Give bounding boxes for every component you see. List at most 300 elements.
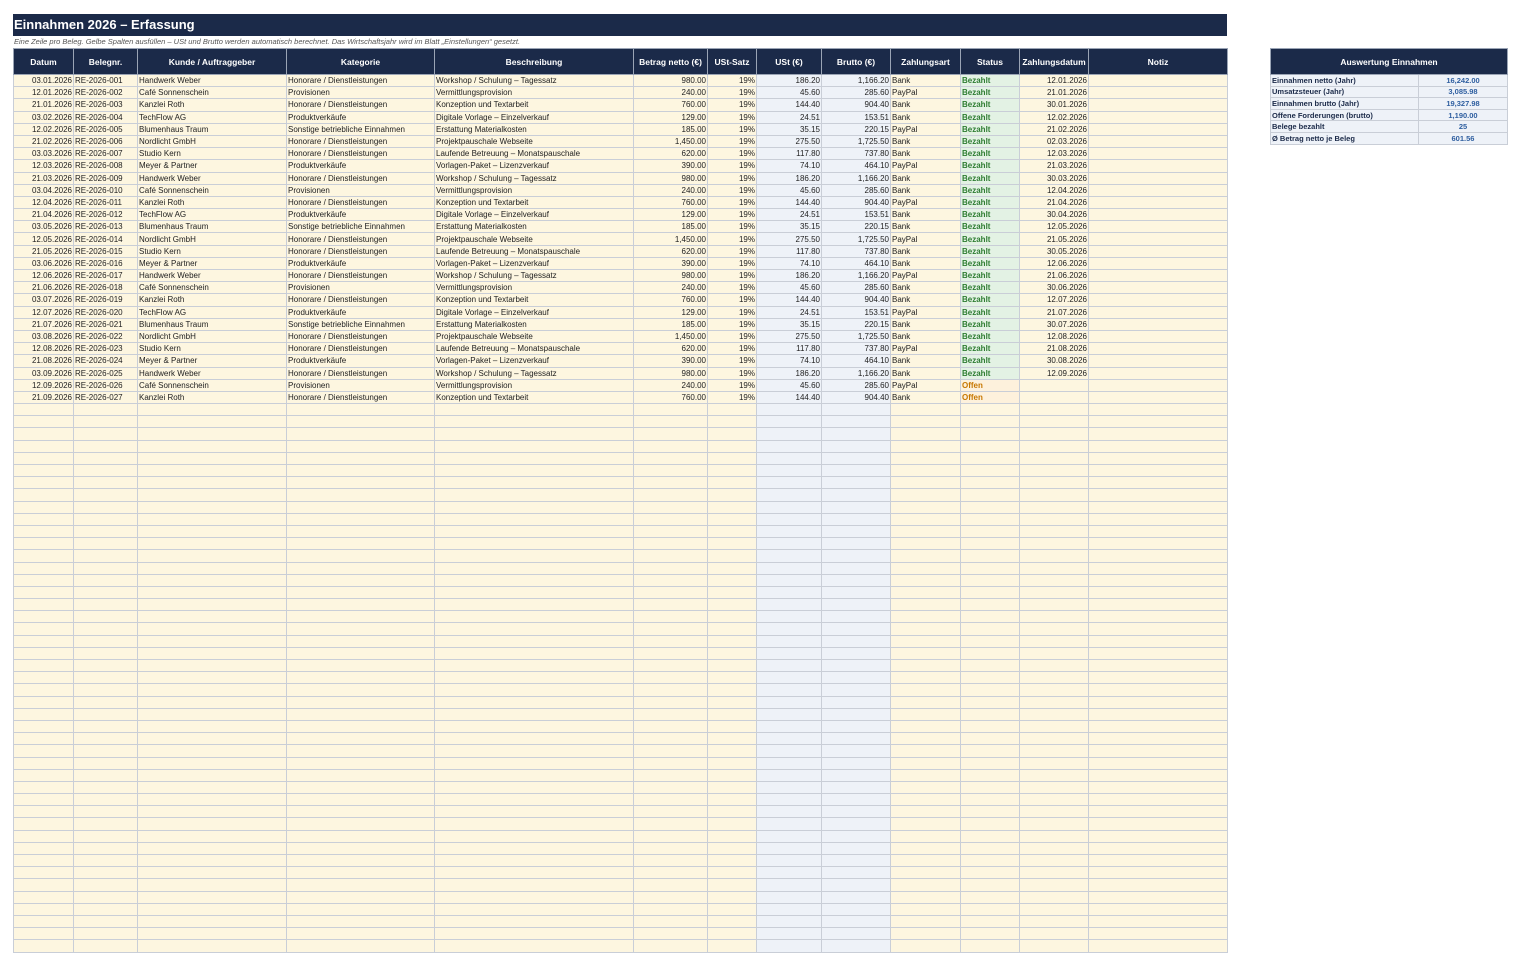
table-cell[interactable]	[287, 501, 435, 513]
table-cell[interactable]	[757, 940, 822, 952]
table-cell[interactable]	[138, 416, 287, 428]
table-cell[interactable]	[287, 574, 435, 586]
table-cell[interactable]	[708, 903, 757, 915]
table-cell[interactable]: 1,725.50	[822, 233, 891, 245]
table-cell[interactable]	[14, 416, 74, 428]
table-cell[interactable]	[138, 696, 287, 708]
table-cell[interactable]	[891, 794, 961, 806]
table-cell[interactable]: PayPal	[891, 306, 961, 318]
table-cell[interactable]: 03.02.2026	[14, 111, 74, 123]
table-cell[interactable]	[757, 586, 822, 598]
table-cell[interactable]	[74, 733, 138, 745]
table-cell[interactable]: RE-2026-012	[74, 209, 138, 221]
table-cell[interactable]	[138, 635, 287, 647]
table-cell[interactable]	[822, 855, 891, 867]
table-cell[interactable]	[757, 696, 822, 708]
table-cell[interactable]: 35.15	[757, 318, 822, 330]
table-cell[interactable]	[14, 745, 74, 757]
table-cell[interactable]	[1020, 635, 1089, 647]
table-cell[interactable]	[287, 452, 435, 464]
table-cell[interactable]: Kanzlei Roth	[138, 99, 287, 111]
table-cell[interactable]: Produktverkäufe	[287, 160, 435, 172]
table-cell[interactable]	[891, 550, 961, 562]
table-cell[interactable]: Bank	[891, 184, 961, 196]
table-cell[interactable]: Bezahlt	[961, 99, 1020, 111]
table-cell[interactable]	[634, 903, 708, 915]
table-cell[interactable]	[1089, 282, 1228, 294]
table-cell[interactable]: Sonstige betriebliche Einnahmen	[287, 123, 435, 135]
table-cell[interactable]: 129.00	[634, 306, 708, 318]
table-cell[interactable]: Bank	[891, 257, 961, 269]
table-cell[interactable]	[14, 672, 74, 684]
table-cell[interactable]	[757, 818, 822, 830]
table-cell[interactable]	[891, 915, 961, 927]
table-cell[interactable]	[74, 623, 138, 635]
table-cell[interactable]: Laufende Betreuung – Monatspauschale	[435, 343, 634, 355]
table-cell[interactable]	[138, 830, 287, 842]
table-cell[interactable]	[1020, 915, 1089, 927]
table-cell[interactable]	[708, 867, 757, 879]
table-cell[interactable]	[1089, 855, 1228, 867]
table-cell[interactable]: Bank	[891, 209, 961, 221]
table-cell[interactable]	[1020, 806, 1089, 818]
table-cell[interactable]: 737.80	[822, 245, 891, 257]
table-cell[interactable]	[1020, 757, 1089, 769]
table-cell[interactable]	[757, 599, 822, 611]
column-header[interactable]: USt-Satz	[708, 49, 757, 75]
table-cell[interactable]	[1089, 586, 1228, 598]
table-cell[interactable]: Bezahlt	[961, 160, 1020, 172]
table-cell[interactable]	[757, 794, 822, 806]
table-cell[interactable]: 24.51	[757, 306, 822, 318]
table-cell[interactable]: 1,166.20	[822, 172, 891, 184]
table-cell[interactable]: 12.06.2026	[14, 270, 74, 282]
table-cell[interactable]	[287, 891, 435, 903]
table-cell[interactable]: Vermittlungsprovision	[435, 87, 634, 99]
table-cell[interactable]	[634, 684, 708, 696]
table-cell[interactable]: PayPal	[891, 123, 961, 135]
table-cell[interactable]	[435, 477, 634, 489]
column-header[interactable]: Belegnr.	[74, 49, 138, 75]
table-cell[interactable]: 19%	[708, 306, 757, 318]
table-cell[interactable]	[1020, 562, 1089, 574]
table-cell[interactable]	[287, 708, 435, 720]
table-cell[interactable]	[1089, 330, 1228, 342]
table-cell[interactable]	[1089, 489, 1228, 501]
table-cell[interactable]: Konzeption und Textarbeit	[435, 99, 634, 111]
table-cell[interactable]	[287, 830, 435, 842]
table-cell[interactable]: 19%	[708, 367, 757, 379]
table-cell[interactable]	[138, 611, 287, 623]
table-cell[interactable]	[138, 915, 287, 927]
table-cell[interactable]	[74, 781, 138, 793]
table-cell[interactable]	[138, 562, 287, 574]
table-cell[interactable]: RE-2026-017	[74, 270, 138, 282]
table-cell[interactable]	[435, 623, 634, 635]
table-cell[interactable]	[822, 538, 891, 550]
table-cell[interactable]: Bank	[891, 221, 961, 233]
table-cell[interactable]	[757, 428, 822, 440]
table-cell[interactable]	[435, 550, 634, 562]
table-cell[interactable]	[74, 611, 138, 623]
table-cell[interactable]	[634, 550, 708, 562]
table-cell[interactable]: 19%	[708, 135, 757, 147]
table-cell[interactable]	[74, 769, 138, 781]
table-cell[interactable]: 19%	[708, 330, 757, 342]
table-cell[interactable]	[1089, 391, 1228, 403]
table-cell[interactable]	[287, 928, 435, 940]
table-cell[interactable]	[287, 550, 435, 562]
table-cell[interactable]	[14, 940, 74, 952]
table-cell[interactable]: Bank	[891, 135, 961, 147]
table-cell[interactable]	[708, 538, 757, 550]
table-cell[interactable]	[1020, 720, 1089, 732]
table-cell[interactable]	[287, 660, 435, 672]
table-cell[interactable]: 74.10	[757, 355, 822, 367]
table-cell[interactable]	[634, 599, 708, 611]
table-cell[interactable]	[138, 452, 287, 464]
table-cell[interactable]: 30.08.2026	[1020, 355, 1089, 367]
table-cell[interactable]: Bezahlt	[961, 111, 1020, 123]
table-cell[interactable]	[1020, 647, 1089, 659]
table-cell[interactable]: 03.08.2026	[14, 330, 74, 342]
table-cell[interactable]: Laufende Betreuung – Monatspauschale	[435, 148, 634, 160]
table-cell[interactable]	[822, 928, 891, 940]
table-cell[interactable]: Handwerk Weber	[138, 172, 287, 184]
table-cell[interactable]	[74, 708, 138, 720]
table-cell[interactable]: 144.40	[757, 196, 822, 208]
table-cell[interactable]	[634, 562, 708, 574]
table-cell[interactable]	[138, 672, 287, 684]
table-cell[interactable]: RE-2026-009	[74, 172, 138, 184]
table-cell[interactable]: RE-2026-007	[74, 148, 138, 160]
table-cell[interactable]	[822, 428, 891, 440]
table-cell[interactable]: Nordlicht GmbH	[138, 135, 287, 147]
table-cell[interactable]: Digitale Vorlage – Einzelverkauf	[435, 209, 634, 221]
table-cell[interactable]: RE-2026-015	[74, 245, 138, 257]
table-cell[interactable]: Digitale Vorlage – Einzelverkauf	[435, 306, 634, 318]
table-cell[interactable]	[287, 915, 435, 927]
table-cell[interactable]	[14, 440, 74, 452]
table-cell[interactable]	[287, 672, 435, 684]
table-cell[interactable]	[708, 623, 757, 635]
table-cell[interactable]	[634, 660, 708, 672]
table-cell[interactable]: Vermittlungsprovision	[435, 282, 634, 294]
table-cell[interactable]	[14, 696, 74, 708]
table-cell[interactable]	[961, 416, 1020, 428]
table-cell[interactable]	[435, 818, 634, 830]
table-cell[interactable]	[961, 940, 1020, 952]
table-cell[interactable]	[138, 574, 287, 586]
table-cell[interactable]	[961, 781, 1020, 793]
table-cell[interactable]	[961, 903, 1020, 915]
table-cell[interactable]	[74, 672, 138, 684]
table-cell[interactable]: Bank	[891, 355, 961, 367]
table-cell[interactable]	[961, 623, 1020, 635]
table-cell[interactable]	[74, 867, 138, 879]
table-cell[interactable]	[1089, 672, 1228, 684]
table-cell[interactable]	[1020, 379, 1089, 391]
table-cell[interactable]: Bank	[891, 391, 961, 403]
table-cell[interactable]: 1,725.50	[822, 135, 891, 147]
table-cell[interactable]	[708, 830, 757, 842]
table-cell[interactable]: Workshop / Schulung – Tagessatz	[435, 75, 634, 87]
table-cell[interactable]	[74, 635, 138, 647]
table-cell[interactable]	[891, 806, 961, 818]
table-cell[interactable]: Bank	[891, 367, 961, 379]
table-cell[interactable]	[14, 915, 74, 927]
table-cell[interactable]: 30.04.2026	[1020, 209, 1089, 221]
table-cell[interactable]	[1089, 623, 1228, 635]
table-cell[interactable]: 45.60	[757, 379, 822, 391]
table-cell[interactable]	[74, 440, 138, 452]
table-cell[interactable]	[757, 891, 822, 903]
table-cell[interactable]	[634, 745, 708, 757]
table-cell[interactable]	[287, 757, 435, 769]
table-cell[interactable]	[822, 416, 891, 428]
table-cell[interactable]	[1089, 660, 1228, 672]
table-cell[interactable]	[1089, 148, 1228, 160]
table-cell[interactable]: RE-2026-013	[74, 221, 138, 233]
table-cell[interactable]: Bank	[891, 330, 961, 342]
table-cell[interactable]: 1,450.00	[634, 135, 708, 147]
table-cell[interactable]	[634, 513, 708, 525]
table-cell[interactable]	[1020, 867, 1089, 879]
table-cell[interactable]	[435, 708, 634, 720]
table-cell[interactable]: 1,450.00	[634, 330, 708, 342]
table-cell[interactable]	[891, 428, 961, 440]
table-cell[interactable]	[138, 404, 287, 416]
table-cell[interactable]	[1020, 391, 1089, 403]
table-cell[interactable]: 275.50	[757, 135, 822, 147]
table-cell[interactable]	[14, 842, 74, 854]
table-cell[interactable]: 185.00	[634, 318, 708, 330]
table-cell[interactable]	[961, 574, 1020, 586]
table-cell[interactable]	[1089, 940, 1228, 952]
table-cell[interactable]	[138, 855, 287, 867]
table-cell[interactable]: 285.60	[822, 282, 891, 294]
table-cell[interactable]	[961, 428, 1020, 440]
table-cell[interactable]	[822, 903, 891, 915]
table-cell[interactable]	[1089, 915, 1228, 927]
table-cell[interactable]	[708, 696, 757, 708]
table-cell[interactable]	[74, 428, 138, 440]
table-cell[interactable]	[435, 586, 634, 598]
table-cell[interactable]: 03.03.2026	[14, 148, 74, 160]
table-cell[interactable]	[961, 794, 1020, 806]
column-header[interactable]: Betrag netto (€)	[634, 49, 708, 75]
table-cell[interactable]	[961, 404, 1020, 416]
table-cell[interactable]: 19%	[708, 160, 757, 172]
table-cell[interactable]	[14, 635, 74, 647]
table-cell[interactable]: RE-2026-024	[74, 355, 138, 367]
table-cell[interactable]	[435, 781, 634, 793]
table-cell[interactable]	[435, 538, 634, 550]
table-cell[interactable]: PayPal	[891, 270, 961, 282]
table-cell[interactable]: Bezahlt	[961, 343, 1020, 355]
table-cell[interactable]	[74, 501, 138, 513]
table-cell[interactable]	[138, 757, 287, 769]
table-cell[interactable]	[138, 903, 287, 915]
table-cell[interactable]: RE-2026-026	[74, 379, 138, 391]
table-cell[interactable]	[74, 891, 138, 903]
table-cell[interactable]: 464.10	[822, 355, 891, 367]
table-cell[interactable]: Bank	[891, 245, 961, 257]
table-cell[interactable]	[891, 440, 961, 452]
table-cell[interactable]	[1089, 745, 1228, 757]
table-cell[interactable]	[1089, 842, 1228, 854]
table-cell[interactable]	[1089, 209, 1228, 221]
table-cell[interactable]: Handwerk Weber	[138, 367, 287, 379]
table-cell[interactable]: 12.03.2026	[1020, 148, 1089, 160]
table-cell[interactable]: 35.15	[757, 123, 822, 135]
table-cell[interactable]: 12.03.2026	[14, 160, 74, 172]
table-cell[interactable]	[757, 452, 822, 464]
table-cell[interactable]: 21.06.2026	[1020, 270, 1089, 282]
table-cell[interactable]	[634, 733, 708, 745]
table-cell[interactable]: RE-2026-010	[74, 184, 138, 196]
table-cell[interactable]: 760.00	[634, 391, 708, 403]
table-cell[interactable]	[435, 574, 634, 586]
table-cell[interactable]	[1089, 928, 1228, 940]
table-cell[interactable]	[891, 562, 961, 574]
table-cell[interactable]	[891, 672, 961, 684]
table-cell[interactable]	[961, 757, 1020, 769]
table-cell[interactable]	[1089, 599, 1228, 611]
column-header[interactable]: Notiz	[1089, 49, 1228, 75]
table-cell[interactable]	[435, 416, 634, 428]
column-header[interactable]: Status	[961, 49, 1020, 75]
table-cell[interactable]	[757, 562, 822, 574]
table-cell[interactable]	[757, 733, 822, 745]
table-cell[interactable]: Workshop / Schulung – Tagessatz	[435, 367, 634, 379]
table-cell[interactable]	[822, 696, 891, 708]
table-cell[interactable]	[822, 623, 891, 635]
table-cell[interactable]: PayPal	[891, 233, 961, 245]
table-cell[interactable]: 186.20	[757, 270, 822, 282]
table-cell[interactable]	[1020, 440, 1089, 452]
table-cell[interactable]: Projektpauschale Webseite	[435, 135, 634, 147]
summary-value[interactable]: 3,085.98	[1419, 86, 1508, 98]
table-cell[interactable]	[1089, 794, 1228, 806]
table-cell[interactable]: Bezahlt	[961, 318, 1020, 330]
table-cell[interactable]: 19%	[708, 123, 757, 135]
table-cell[interactable]	[138, 465, 287, 477]
table-cell[interactable]	[757, 684, 822, 696]
table-cell[interactable]	[1020, 538, 1089, 550]
table-cell[interactable]: Bezahlt	[961, 367, 1020, 379]
table-cell[interactable]	[138, 940, 287, 952]
table-cell[interactable]: Honorare / Dienstleistungen	[287, 245, 435, 257]
table-cell[interactable]	[435, 489, 634, 501]
table-cell[interactable]: 74.10	[757, 160, 822, 172]
table-cell[interactable]	[1089, 879, 1228, 891]
table-cell[interactable]: 275.50	[757, 330, 822, 342]
table-cell[interactable]	[138, 708, 287, 720]
table-cell[interactable]	[1089, 538, 1228, 550]
table-cell[interactable]: RE-2026-014	[74, 233, 138, 245]
table-cell[interactable]	[287, 489, 435, 501]
table-cell[interactable]	[634, 818, 708, 830]
table-cell[interactable]	[287, 769, 435, 781]
table-cell[interactable]	[822, 452, 891, 464]
table-cell[interactable]	[138, 586, 287, 598]
table-cell[interactable]	[14, 647, 74, 659]
table-cell[interactable]	[757, 489, 822, 501]
table-cell[interactable]	[891, 525, 961, 537]
table-cell[interactable]: Bezahlt	[961, 184, 1020, 196]
table-cell[interactable]	[708, 660, 757, 672]
table-cell[interactable]	[634, 806, 708, 818]
table-cell[interactable]	[14, 708, 74, 720]
table-cell[interactable]	[708, 574, 757, 586]
table-cell[interactable]: 19%	[708, 282, 757, 294]
table-cell[interactable]: TechFlow AG	[138, 209, 287, 221]
table-cell[interactable]	[708, 501, 757, 513]
table-cell[interactable]	[287, 867, 435, 879]
table-cell[interactable]: 21.05.2026	[1020, 233, 1089, 245]
table-cell[interactable]: 144.40	[757, 294, 822, 306]
table-cell[interactable]: 240.00	[634, 87, 708, 99]
table-cell[interactable]: 285.60	[822, 184, 891, 196]
table-cell[interactable]: 620.00	[634, 343, 708, 355]
table-cell[interactable]: 19%	[708, 172, 757, 184]
table-cell[interactable]	[138, 599, 287, 611]
table-cell[interactable]: Honorare / Dienstleistungen	[287, 135, 435, 147]
table-cell[interactable]	[822, 769, 891, 781]
table-cell[interactable]: 285.60	[822, 379, 891, 391]
table-cell[interactable]: 12.01.2026	[14, 87, 74, 99]
table-cell[interactable]	[287, 477, 435, 489]
table-cell[interactable]	[287, 733, 435, 745]
table-cell[interactable]	[757, 830, 822, 842]
table-cell[interactable]: 1,166.20	[822, 75, 891, 87]
table-cell[interactable]	[287, 696, 435, 708]
table-cell[interactable]	[961, 513, 1020, 525]
table-cell[interactable]: 620.00	[634, 245, 708, 257]
table-cell[interactable]: Laufende Betreuung – Monatspauschale	[435, 245, 634, 257]
table-cell[interactable]	[435, 842, 634, 854]
summary-value[interactable]: 1,190.00	[1419, 109, 1508, 121]
table-cell[interactable]	[708, 842, 757, 854]
table-cell[interactable]: Bank	[891, 99, 961, 111]
table-cell[interactable]	[634, 794, 708, 806]
table-cell[interactable]	[1089, 477, 1228, 489]
table-cell[interactable]	[435, 513, 634, 525]
table-cell[interactable]: Handwerk Weber	[138, 75, 287, 87]
table-cell[interactable]	[138, 818, 287, 830]
table-cell[interactable]	[74, 745, 138, 757]
table-cell[interactable]	[1020, 891, 1089, 903]
table-cell[interactable]	[757, 672, 822, 684]
table-cell[interactable]	[757, 477, 822, 489]
table-cell[interactable]	[14, 465, 74, 477]
table-cell[interactable]: Sonstige betriebliche Einnahmen	[287, 221, 435, 233]
table-cell[interactable]	[435, 611, 634, 623]
table-cell[interactable]	[435, 696, 634, 708]
table-cell[interactable]	[891, 867, 961, 879]
table-cell[interactable]	[287, 428, 435, 440]
table-cell[interactable]	[891, 489, 961, 501]
table-cell[interactable]	[1020, 769, 1089, 781]
table-cell[interactable]	[961, 733, 1020, 745]
table-cell[interactable]	[138, 794, 287, 806]
table-cell[interactable]	[74, 647, 138, 659]
table-cell[interactable]: 904.40	[822, 294, 891, 306]
table-cell[interactable]	[891, 611, 961, 623]
table-cell[interactable]: 12.07.2026	[1020, 294, 1089, 306]
table-cell[interactable]	[634, 574, 708, 586]
